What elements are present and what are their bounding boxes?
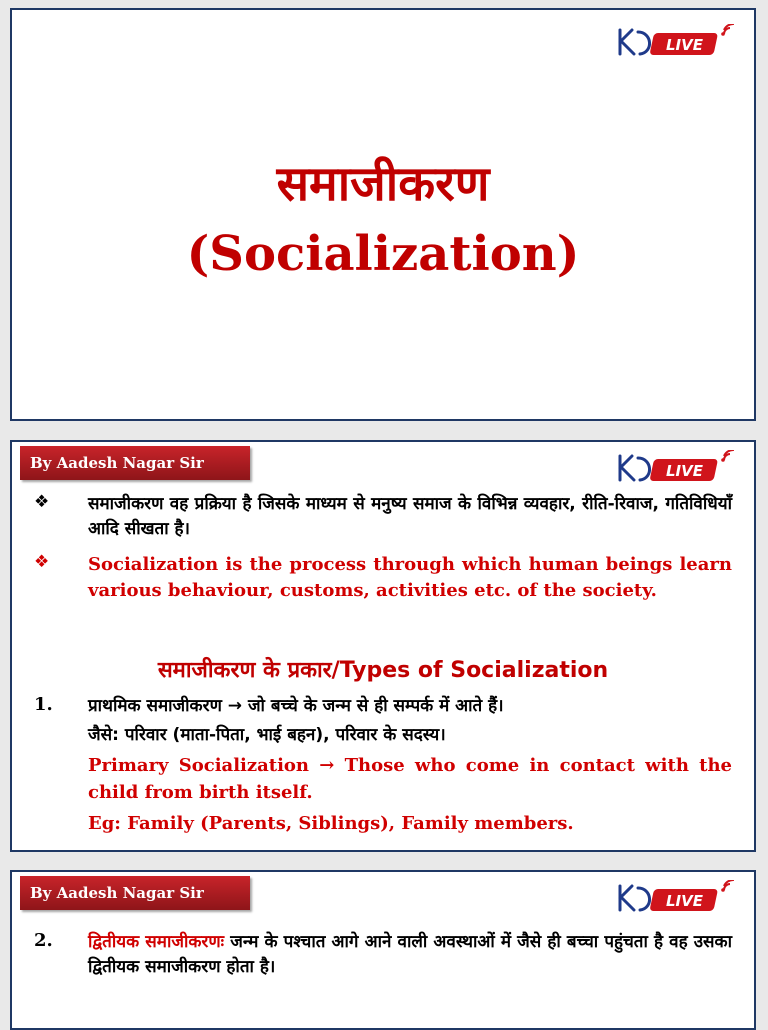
author-tag: By Aadesh Nagar Sir	[20, 876, 250, 910]
svg-text:LIVE: LIVE	[666, 36, 703, 54]
bullet-hindi-text: समाजीकरण वह प्रक्रिया है जिसके माध्यम से मनुष्य समाज के विभिन्न व्यवहार, रीति-रिवाज, गतिविधियाँ आदि सीखता है।	[88, 494, 732, 539]
kd-live-logo	[612, 450, 742, 486]
title-hindi: समाजीकरण	[276, 156, 490, 212]
primary-english-line1: Primary Socialization → Those who come in contact with the child from birth itself.	[88, 755, 732, 803]
secondary-text: जन्म के पश्चात आगे आने वाली अवस्थाओं में जैसे ही बच्चा पहुंचता है वह उसका द्वितीयक समाजीकरण होता है।	[88, 932, 732, 977]
author-tag: By Aadesh Nagar Sir	[20, 446, 250, 480]
title-english: (Socialization)	[186, 226, 580, 282]
diamond-bullet-icon: ❖	[34, 552, 50, 572]
bullet-hindi	[34, 492, 732, 542]
primary-hindi-line1: प्राथमिक समाजीकरण → जो बच्चे के जन्म से ही सम्पर्क में आते हैं।	[88, 696, 504, 716]
diamond-bullet-icon: ❖	[34, 492, 50, 512]
list-item-primary	[34, 694, 732, 837]
title-slide	[10, 8, 756, 421]
secondary-term: द्वितीयक समाजीकरणः	[88, 932, 225, 952]
item-number: 2.	[34, 930, 53, 951]
kd-live-logo-icon	[612, 880, 742, 916]
svg-text:LIVE: LIVE	[666, 892, 703, 910]
kd-live-logo-icon	[612, 450, 742, 486]
svg-text:LIVE: LIVE	[666, 462, 703, 480]
item-number: 1.	[34, 694, 53, 715]
kd-live-logo	[612, 24, 742, 60]
kd-live-logo-icon	[612, 24, 742, 60]
definition-slide	[10, 440, 756, 852]
kd-live-logo	[612, 880, 742, 916]
list-item-secondary	[34, 930, 732, 980]
primary-hindi-line2: जैसे: परिवार (माता-पिता, भाई बहन), परिवार के सदस्य।	[88, 725, 446, 745]
bullet-english-text: Socialization is the process through which human beings learn various behaviour, customs, activities etc. of the society.	[88, 554, 732, 601]
bullet-english	[34, 552, 732, 604]
types-subheading: समाजीकरण के प्रकार/Types of Socialization	[157, 658, 609, 683]
secondary-slide	[10, 870, 756, 1030]
primary-english-line2: Eg: Family (Parents, Siblings), Family members.	[88, 813, 574, 834]
